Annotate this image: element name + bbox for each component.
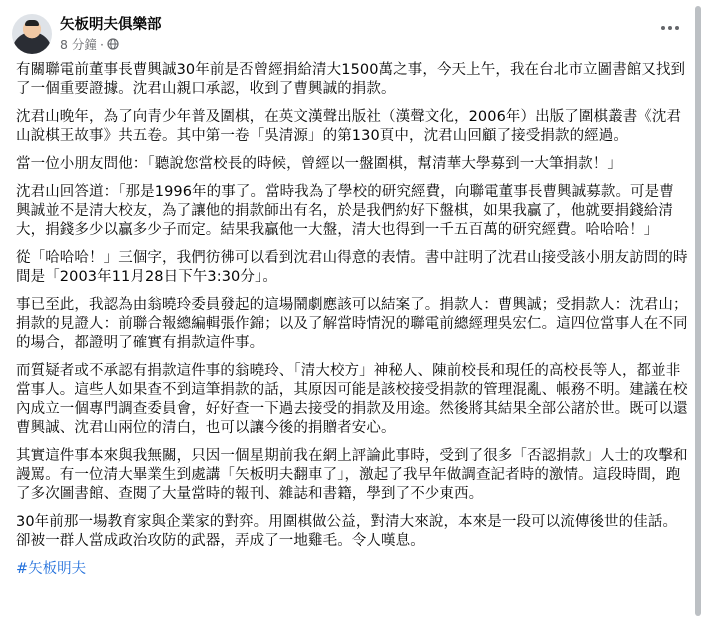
more-options-button[interactable] (656, 14, 684, 42)
globe-icon[interactable] (107, 38, 119, 50)
post-paragraph: 而質疑者或不承認有捐款這件事的翁曉玲、「清大校方」神秘人、陳前校長和現任的高校長等人，都並非當事人。這些人如果查不到這筆捐款的話，其原因可能是該校接受捐款的管理混亂、帳務不明。建議在校內成立一個專門調查委員會，好好查一下過去接受的捐款及用途。然後將其結果全部公諸於世。既可以還曹興誠、沈君山兩位的清白，也可以讓今後的捐贈者安心。 (16, 363, 688, 436)
more-options-icon (661, 26, 665, 30)
post-paragraph: 其實這件事本來與我無關，只因一個星期前我在網上評論此事時，受到了很多「否認捐款」人士的攻擊和謾罵。有一位清大畢業生到處講「矢板明夫翻車了」，激起了我早年做調查記者時的激情。這段時間，跑了多次圖書館、查閱了大量當時的報刊、雜誌和書籍，學到了不少東西。 (16, 448, 688, 502)
post-paragraph: 沈君山晚年，為了向青少年普及圍棋，在英文漢聲出版社（漢聲文化，2006年）出版了圍棋叢書《沈君山說棋王故事》共五卷。其中第一卷「吳清源」的第130頁中，沈君山回顧了接受捐款的經過。 (16, 109, 682, 144)
scrollbar-thumb[interactable] (695, 6, 701, 616)
post-paragraph: 從「哈哈哈！」三個字，我們彷彿可以看到沈君山得意的表情。書中註明了沈君山接受該小朋友訪問的時間是「2003年11月28日下午3:30分」。 (16, 250, 688, 285)
scrollbar[interactable] (694, 2, 702, 619)
post-meta (60, 16, 162, 53)
post-paragraph: 有關聯電前董事長曹興誠30年前是否曾經捐給清大1500萬之事，今天上午，我在台北市立圖書館又找到了一個重要證據。沈君山親口承認，收到了曹興誠的捐款。 (16, 62, 686, 97)
post-paragraph: 沈君山回答道：「那是1996年的事了。當時我為了學校的研究經費，向聯電董事長曹興誠募款。可是曹興誠並不是清大校友，為了讓他的捐款師出有名，於是我們約好下盤棋，如果我贏了，他就要捐錢給清大，捐錢多少以贏多少子而定。結果我贏他一大盤，清大也得到一千五百萬的研究經費。哈哈哈！」 (16, 184, 674, 238)
post-paragraph: 事已至此，我認為由翁曉玲委員發起的這場鬧劇應該可以結案了。捐款人：曹興誠；受捐款人：沈君山；捐款的見證人：前聯合報總編輯張作錦；以及了解當時情況的聯電前總經理吳宏仁。這四位當事人在不同的場合，都證明了確實有捐款這件事。 (16, 297, 688, 351)
more-options-icon-dot (675, 26, 679, 30)
post-paragraph: 當一位小朋友問他：「聽說您當校長的時候，曾經以一盤圍棋，幫清華大學募到一大筆捐款！」 (16, 156, 622, 172)
post-timestamp[interactable]: 8 分鐘 (60, 36, 97, 52)
hashtag-link[interactable]: #矢板明夫 (16, 561, 87, 577)
post-body (16, 61, 688, 579)
post-paragraph: 30年前那一場教育家與企業家的對弈。用圍棋做公益，對清大來說，本來是一段可以流傳後世的佳話。卻被一群人當成政治攻防的武器，弄成了一地雞毛。令人嘆息。 (16, 514, 678, 549)
avatar[interactable] (12, 14, 52, 54)
author-name[interactable]: 矢板明夫俱樂部 (60, 16, 162, 33)
more-options-icon-dot (668, 26, 672, 30)
separator-dot: · (99, 36, 104, 52)
post-header (12, 12, 162, 56)
post-subtitle (60, 36, 162, 53)
